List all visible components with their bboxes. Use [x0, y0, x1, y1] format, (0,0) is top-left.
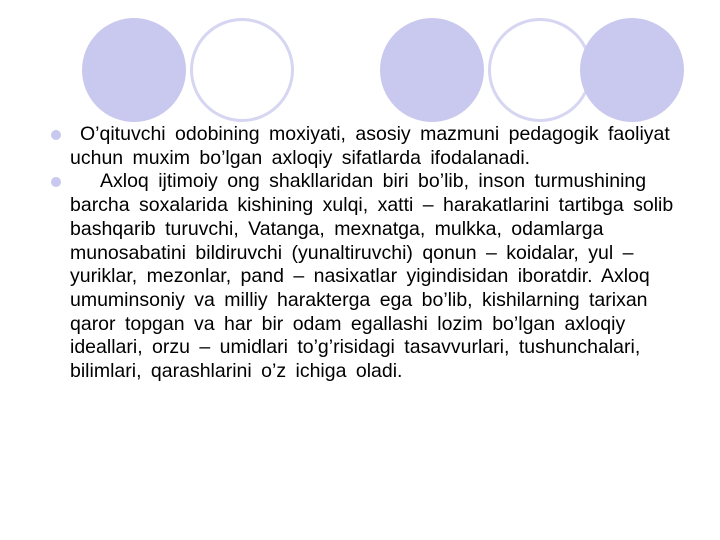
slide-content: [48, 123, 698, 384]
decorative-circles: [0, 0, 720, 120]
bullet-item: [48, 170, 698, 383]
bullet-text: Axloq ijtimoiy ong shakllaridan biri bo’lib, inson turmushining barcha soxalarida kishining xulqi, xatti – harakatlarini tartibga solib bashqarib turuvchi, Vatanga, mexnatga, mulkka, odamlarga munosabatini bildiruvchi (yunaltiruvchi) qonun – koidalar, yul – yuriklar, mezonlar, pand – nasixatlar yigindisidan iboratdir. Axloq umuminsoniy va milliy harakterga ega bo’lib, kishilarning tarixan qaror topgan va har bir odam egallashi lozim bo’lgan axloqiy ideallari, orzu – umidlari to’g’risidagi tasavvurlari, tushunchalari, bilimlari, qarashlarini o’z ichiga oladi.: [70, 170, 674, 383]
decorative-circle-filled: [380, 18, 484, 122]
bullet-item: [48, 123, 698, 170]
decorative-circle-filled: [82, 18, 186, 122]
bullet-icon: [51, 177, 61, 187]
decorative-circle-outlined: [488, 18, 592, 122]
bullet-text: O’qituvchi odobining moxiyati, asosiy mazmuni pedagogik faoliyat uchun muxim bo’lgan axloqiy sifatlarda ifodalanadi.: [70, 123, 670, 169]
bullet-icon: [51, 130, 61, 140]
decorative-circle-outlined: [190, 18, 294, 122]
decorative-circle-filled: [580, 18, 684, 122]
